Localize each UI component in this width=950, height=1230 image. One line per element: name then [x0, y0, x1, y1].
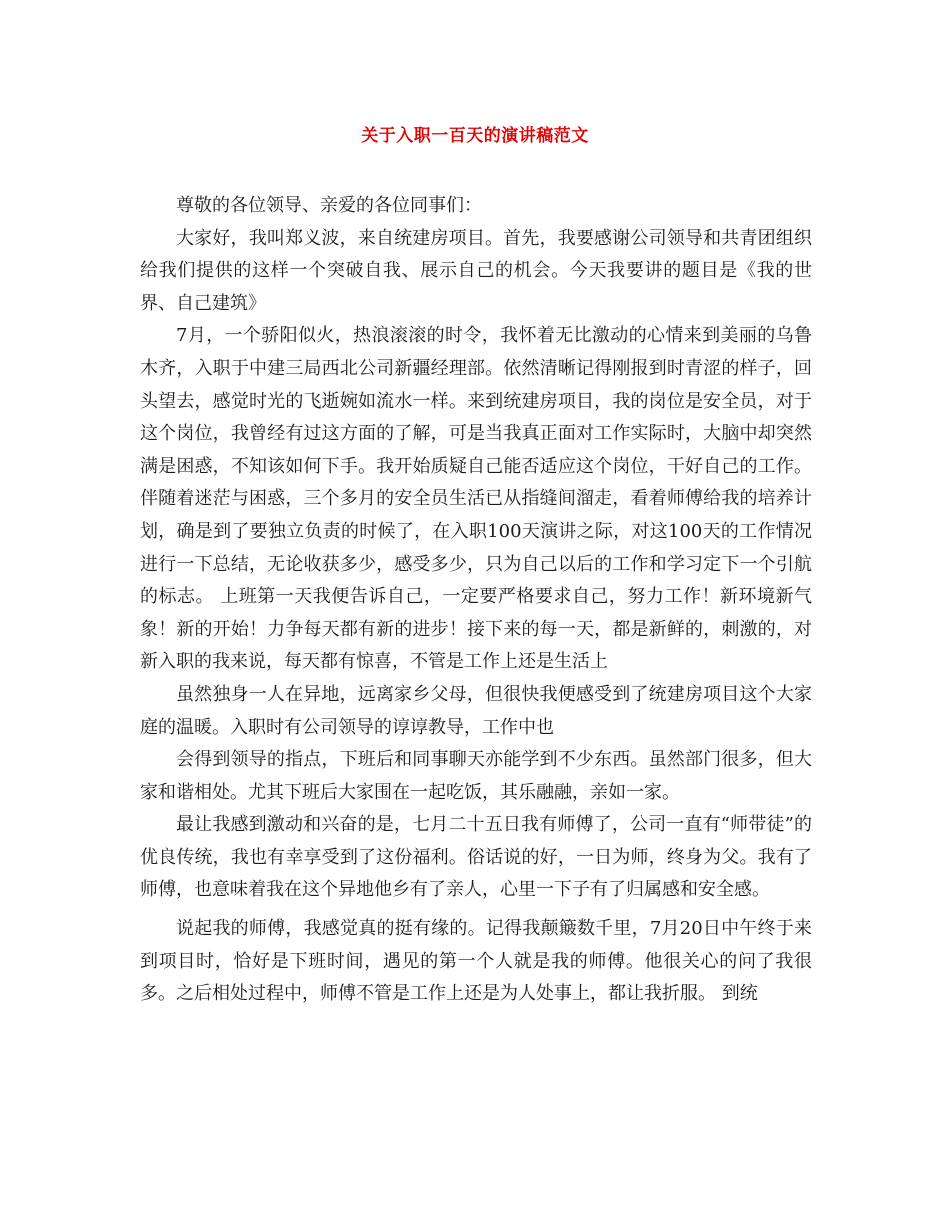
document-body — [140, 190, 812, 1011]
paragraph-mentor-story: 说起我的师傅，我感觉真的挺有缘的。记得我颠簸数千里，7月20日中午终于来到项目时，恰好是下班时间，遇见的第一个人就是我的师傅。他很关心的问了我很多。之后相处过程中，师傅不管是工作上还是为人处事上，都让我折服。 到统 — [140, 918, 812, 1005]
paragraph-salutation: 尊敬的各位领导、亲爱的各位同事们： — [176, 195, 482, 216]
paragraph-introduction: 大家好，我叫郑义波，来自统建房项目。首先，我要感谢公司领导和共青团组织给我们提供的这样一个突破自我、展示自己的机会。今天我要讲的题目是《我的世界、自己建筑》 — [140, 227, 812, 314]
paragraph-team-warmth: 虽然独身一人在异地，远离家乡父母，但很快我便感受到了统建房项目这个大家庭的温暖。入职时有公司领导的谆谆教导，工作中也 — [140, 683, 812, 738]
paragraph-mentor-program: 最让我感到激动和兴奋的是，七月二十五日我有师傅了，公司一直有“师带徒”的优良传统，我也有幸享受到了这份福利。俗话说的好，一日为师，终身为父。我有了师傅，也意味着我在这个异地他乡有了亲人，心里一下子有了归属感和安全感。 — [140, 814, 812, 901]
document-title: 关于入职一百天的演讲稿范文 — [361, 126, 589, 146]
paragraph-colleagues: 会得到领导的指点，下班后和同事聊天亦能学到不少东西。虽然部门很多，但大家和谐相处。尤其下班后大家围在一起吃饭，其乐融融，亲如一家。 — [140, 749, 812, 803]
paragraph-first-days: 7月，一个骄阳似火，热浪滚滚的时令，我怀着无比激动的心情来到美丽的乌鲁木齐，入职于中建三局西北公司新疆经理部。依然清晰记得刚报到时青涩的样子，回头望去，感觉时光的飞逝婉如流水一样。来到统建房项目，我的岗位是安全员，对于这个岗位，我曾经有过这方面的了解，可是当我真正面对工作实际时，大脑中却突然满是困惑，不知该如何下手。我开始质疑自己能否适应这个岗位，干好自己的工作。伴随着迷茫与困惑，三个多月的安全员生活已从指缝间溜走，看着师傅给我的培养计划，确是到了要独立负责的时候了，在入职100天演讲之际，对这100天的工作情况进行一下总结，无论收获多少，感受多少，只为自己以后的工作和学习定下一个引航的标志。 上班第一天我便告诉自己，一定要严格要求自己，努力工作！新环境新气象！新的开始！力争每天都有新的进步！接下来的每一天，都是新鲜的，刺激的，对新入职的我来说，每天都有惊喜，不管是工作上还是生活上 — [140, 325, 812, 673]
